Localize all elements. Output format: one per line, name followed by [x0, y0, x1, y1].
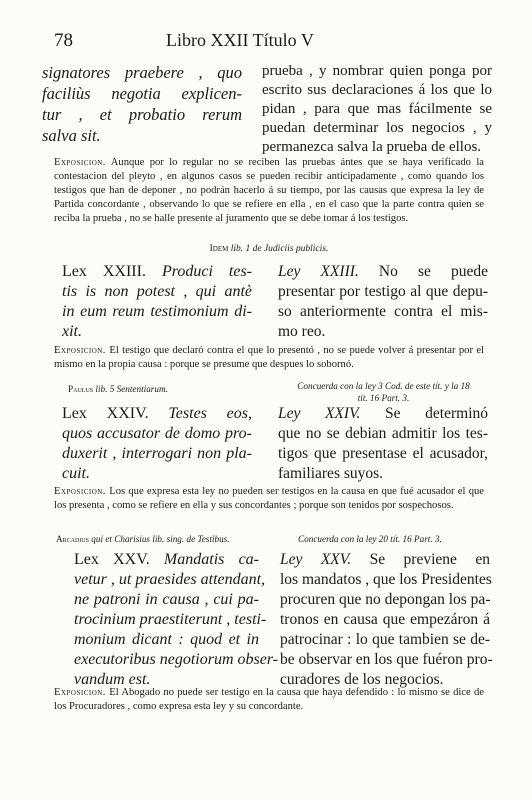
exposicion-label: Exposicion. — [54, 157, 106, 168]
law-1-source-reference — [54, 244, 484, 254]
spanish-text: curadores de los negocios. — [280, 671, 444, 688]
latin-text: tis is non potest , qui antè — [62, 283, 252, 300]
spanish-text: procuren que no depongan los pa- — [280, 591, 491, 608]
lex-xxiii-latin — [62, 262, 252, 342]
spanish-text: Se determinó — [360, 405, 488, 422]
concordance-line: Concuerda con la ley 20 tít. 16 Part. 3. — [298, 534, 442, 544]
text-line — [74, 630, 259, 650]
spanish-text: los mandatos , que los Presidentes — [280, 571, 492, 588]
exposicion-paragraph-3 — [54, 485, 484, 513]
text-line — [262, 119, 492, 138]
text-line — [262, 138, 492, 157]
text-line — [262, 62, 492, 81]
text-line — [74, 590, 259, 610]
exposicion-text: Los que expresa esta ley no pueden ser testigos en la causa en que fué acusador el que los presenta , como se refiere en ella y sus concordantes ; porque son tenidos por sospechosos. — [54, 486, 484, 511]
lex-number: Lex XXIII. — [62, 263, 146, 280]
text-line — [74, 610, 267, 630]
ley-xxiii-spanish — [278, 262, 488, 342]
page-number: 78 — [54, 30, 73, 51]
text-line — [74, 550, 259, 570]
spanish-text: presentar por testigo al que depu- — [278, 283, 488, 300]
text-line — [278, 302, 488, 322]
line-text: permanezca salva la prueba de ellos. — [262, 139, 482, 155]
law-3-concordance — [298, 534, 498, 544]
text-line — [262, 100, 492, 119]
latin-text: Produci tes- — [145, 263, 253, 280]
text-line — [62, 404, 252, 424]
spanish-text: mo reo. — [278, 323, 326, 340]
text-line — [62, 322, 252, 342]
text-line — [278, 424, 488, 444]
latin-text: vetur , ut praesides attendant, — [74, 571, 266, 588]
latin-text: quos accusator de domo pro- — [62, 425, 252, 442]
ley-number: Ley XXV. — [280, 551, 352, 568]
spanish-text: familiares suyos. — [278, 465, 384, 482]
ley-number: Ley XXIII. — [278, 263, 359, 280]
spanish-text: que no se debian admitir los tes- — [278, 425, 488, 442]
lex-number: Lex XXIV. — [62, 405, 149, 422]
text-line — [278, 262, 488, 282]
latin-text: ne patroni in causa , cui pa- — [74, 591, 259, 608]
line-text: salva sit. — [42, 126, 101, 145]
exposicion-paragraph-2 — [54, 344, 484, 372]
text-line — [278, 404, 488, 424]
spanish-text: Se previene en — [351, 551, 490, 568]
text-line — [62, 424, 252, 444]
line-text: tur , et probatio rerum — [42, 105, 242, 124]
law-3-latin-source — [56, 534, 266, 544]
latin-text: trocinium praestiterunt , testi- — [74, 611, 267, 628]
text-line — [42, 104, 242, 125]
text-line — [42, 62, 242, 83]
text-line — [280, 550, 490, 570]
latin-text: in eum reum testimonium di- — [62, 303, 252, 320]
latin-text: Testes eos, — [148, 405, 253, 422]
exposicion-label: Exposicion. — [54, 486, 106, 497]
latin-text: duxerit , interrogari non pla- — [62, 445, 252, 462]
latin-text: Mandatis ca- — [149, 551, 260, 568]
latin-text: monium dicant : quod et in — [74, 631, 259, 648]
lex-xxv-latin — [74, 550, 279, 690]
exposicion-paragraph-1 — [54, 156, 484, 226]
ley-number: Ley XXIV. — [278, 405, 361, 422]
text-line — [278, 444, 488, 464]
source-author: Paulus — [68, 384, 94, 394]
source-work: lib. 1 de Judiciis publicis. — [230, 244, 329, 254]
exposicion-label: Exposicion. — [54, 687, 106, 698]
spanish-text: patrocinar : lo que tambien se de- — [280, 631, 490, 648]
law-2-concordance — [276, 380, 491, 404]
lex-xxiv-latin — [62, 404, 252, 484]
concordance-line-2: tít. 16 Part. 3. — [357, 393, 410, 403]
ley-xxv-spanish — [280, 550, 493, 690]
text-line — [278, 282, 488, 302]
spanish-text: so anteriormente contra el mis- — [278, 303, 488, 320]
spanish-text: No se puede — [358, 263, 488, 280]
text-line — [74, 570, 266, 590]
spanish-text: tigos que presentase el acusador, — [278, 445, 488, 462]
line-text: faciliùs negotia explicen- — [42, 84, 242, 103]
spanish-continuation — [262, 62, 492, 157]
law-2-latin-source — [68, 384, 248, 394]
text-line — [62, 282, 252, 302]
running-title: Libro XXII Título V — [166, 30, 314, 50]
text-line — [280, 650, 493, 670]
lex-number: Lex XXV. — [74, 551, 150, 568]
concordance-line-1: Concuerda con la ley 3 Cod. de este tít. y la 18 — [297, 381, 470, 391]
latin-text: executoribus negotiorum obser- — [74, 651, 279, 668]
exposicion-text: El Abogado no puede ser testigo en la causa que haya defendido : lo mismo se dice de los Procuradores , como expresa esta ley y su concordante. — [54, 687, 485, 712]
text-line — [262, 81, 492, 100]
line-text: puedan determinar los negocios , y — [262, 120, 492, 136]
ley-xxiv-spanish — [278, 404, 488, 484]
line-text: escrito sus declaraciones á los que lo — [262, 82, 492, 98]
text-line — [280, 630, 490, 650]
source-work: qui et Charisius lib. sing. de Testibus. — [91, 534, 230, 544]
text-line — [280, 610, 490, 630]
exposicion-paragraph-4 — [54, 686, 484, 714]
line-text: signatores praebere , quo — [42, 63, 242, 82]
spanish-text: be observar en los que fuéron pro- — [280, 651, 493, 668]
text-line — [278, 322, 488, 342]
text-line — [280, 570, 490, 590]
line-text: prueba , y nombrar quien ponga por — [262, 63, 492, 79]
line-text: pidan , para que mas fácilmente se — [262, 101, 492, 117]
text-line — [62, 464, 252, 484]
source-author: Arcadius — [56, 534, 89, 544]
text-line — [278, 464, 488, 484]
spanish-text: tronos en causa que empezáron á — [280, 611, 490, 628]
text-line — [74, 650, 279, 670]
latin-text: xit. — [62, 323, 82, 340]
text-line — [42, 83, 242, 104]
exposicion-text: Aunque por lo regular no se reciben las pruebas ántes que se haya verificado la contestacion del pleyto , en algunos casos se pueden recibir anticipadamente , como quando los testigos que han de deponer , no podrán hacerlo á su tiempo, por las causas que expresa la ley de Partida concordante , observando lo que se refiere en ella , en el caso que la parte contra quien se reciba la prueba , no se halle presente al juramento que se debe tomar á los testigos. — [54, 157, 484, 224]
text-line — [42, 125, 242, 146]
text-line — [62, 302, 252, 322]
source-author: Idem — [209, 244, 229, 254]
source-work: lib. 5 Sententiarum. — [95, 384, 168, 394]
latin-continuation — [42, 62, 242, 146]
latin-text: cuit. — [62, 465, 90, 482]
text-line — [280, 590, 490, 610]
text-line — [62, 262, 252, 282]
text-line — [62, 444, 252, 464]
page-header — [54, 30, 484, 52]
latin-text: vandum est. — [74, 671, 151, 688]
exposicion-label: Exposicion. — [54, 345, 106, 356]
exposicion-text: El testigo que declaró contra el que lo presentó , no se puede volver á presentar por el mismo en la propia causa : porque se presume que despues lo sobornó. — [54, 345, 484, 370]
